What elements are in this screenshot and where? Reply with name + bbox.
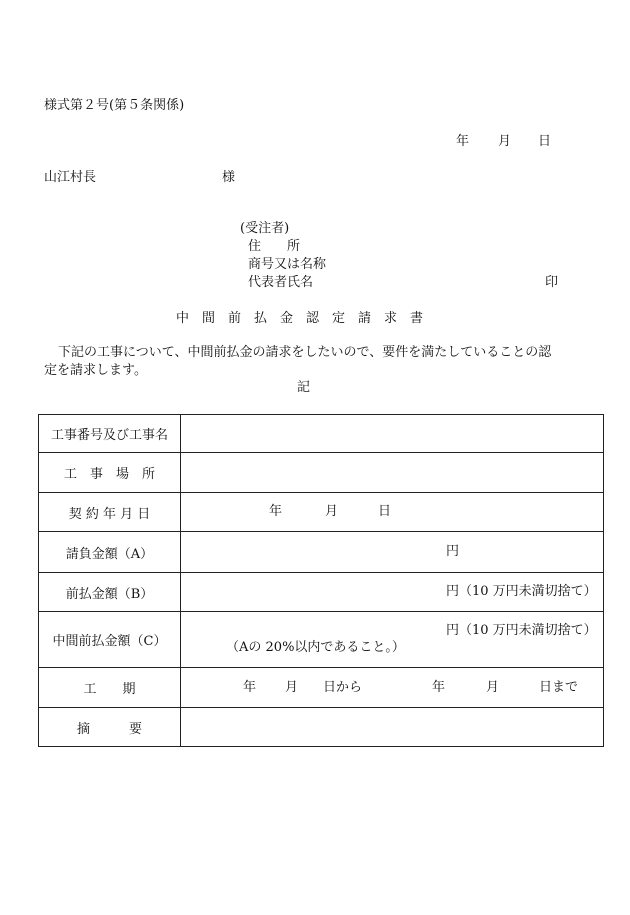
table-row bbox=[39, 668, 604, 708]
period-from-year: 年 bbox=[243, 680, 257, 695]
row-label-period: 工 期 bbox=[39, 668, 181, 708]
period-to-day: 日まで bbox=[539, 680, 579, 695]
table-row bbox=[39, 708, 604, 747]
request-form-table bbox=[38, 414, 604, 747]
table-row bbox=[39, 415, 604, 453]
table-row bbox=[39, 573, 604, 612]
contract-day: 日 bbox=[378, 504, 392, 519]
period-field[interactable] bbox=[181, 668, 604, 708]
seal-mark: 印 bbox=[545, 275, 559, 290]
date-month: 月 bbox=[498, 134, 512, 149]
remarks-field[interactable] bbox=[181, 708, 604, 747]
advance-amount-field[interactable] bbox=[181, 573, 604, 612]
address-label: 住 所 bbox=[248, 239, 301, 254]
table-row bbox=[39, 453, 604, 493]
addressee-honorific: 様 bbox=[222, 170, 236, 185]
row-label-location: 工 事 場 所 bbox=[39, 453, 181, 493]
period-from-month: 月 bbox=[285, 680, 299, 695]
document-title: 中 間 前 払 金 認 定 請 求 書 bbox=[176, 311, 424, 326]
table-row bbox=[39, 493, 604, 532]
company-label: 商号又は名称 bbox=[248, 257, 327, 272]
row-label-remarks: 摘 要 bbox=[39, 708, 181, 747]
project-name-field[interactable] bbox=[181, 415, 604, 453]
contract-month: 月 bbox=[325, 504, 339, 519]
ki-mark: 記 bbox=[297, 380, 311, 395]
date-year: 年 bbox=[456, 134, 470, 149]
body-line-1: 下記の工事について、中間前払金の請求をしたいので、要件を満たしていることの認 bbox=[58, 345, 552, 360]
row-label-contract-date: 契 約 年 月 日 bbox=[39, 493, 181, 532]
period-to-year: 年 bbox=[432, 680, 446, 695]
body-line-2: 定を請求します。 bbox=[44, 363, 147, 378]
location-field[interactable] bbox=[181, 453, 604, 493]
table-row bbox=[39, 612, 604, 668]
intermediate-advance-field[interactable] bbox=[181, 612, 604, 668]
row-label-project: 工事番号及び工事名 bbox=[39, 415, 181, 453]
date-day: 日 bbox=[538, 134, 552, 149]
period-from-day: 日から bbox=[323, 680, 363, 695]
intermediate-advance-subnote: （Aの 20%以内であること。） bbox=[226, 640, 405, 655]
row-label-advance-amount: 前払金額（B） bbox=[39, 573, 181, 612]
contract-year: 年 bbox=[269, 504, 283, 519]
row-label-contract-amount: 請負金額（A） bbox=[39, 532, 181, 573]
contract-amount-yen: 円 bbox=[446, 544, 460, 559]
row-label-intermediate-advance: 中間前払金額（C） bbox=[39, 612, 181, 668]
representative-label: 代表者氏名 bbox=[248, 275, 314, 290]
contract-amount-field[interactable] bbox=[181, 532, 604, 573]
contract-date-field[interactable] bbox=[181, 493, 604, 532]
advance-amount-note: 円（10 万円未満切捨て） bbox=[446, 584, 597, 599]
intermediate-advance-note: 円（10 万円未満切捨て） bbox=[446, 623, 597, 638]
table-row bbox=[39, 532, 604, 573]
contractor-heading: (受注者) bbox=[240, 221, 290, 236]
addressee-name: 山江村長 bbox=[44, 170, 97, 185]
period-to-month: 月 bbox=[486, 680, 500, 695]
form-number: 様式第２号(第５条関係) bbox=[44, 98, 185, 113]
